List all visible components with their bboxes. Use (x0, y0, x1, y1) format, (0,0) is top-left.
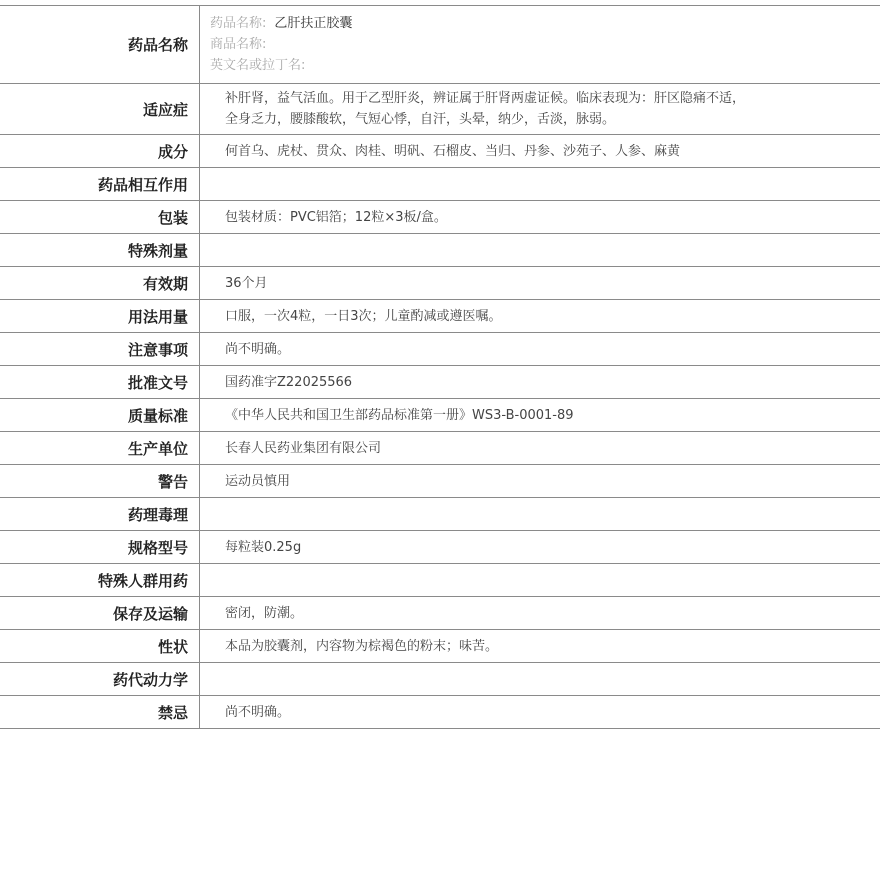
drug-name-key: 药品名称: (210, 16, 267, 31)
ingredients-value: 何首乌、虎杖、贯众、肉桂、明矾、石榴皮、当归、丹参、沙苑子、人参、麻黄 (225, 143, 681, 159)
drug-name-values (200, 6, 880, 83)
label-ingredients: 成分 (0, 135, 200, 167)
quality-standard-value: 《中华人民共和国卫生部药品标准第一册》WS3-B-0001-89 (225, 407, 574, 423)
indications-line-2: 全身乏力，腰膝酸软，气短心悸，自汗，头晕，纳少，舌淡，脉弱。 (225, 112, 616, 127)
label-packaging: 包装 (0, 201, 200, 233)
trade-name-line (210, 34, 870, 55)
row-specification (0, 531, 880, 564)
indications-line-1: 补肝肾，益气活血。用于乙型肝炎，辨证属于肝肾两虚证候。临床表现为：肝区隐痛不适， (225, 91, 746, 106)
approval-number-value: 国药准字Z22025566 (225, 374, 353, 390)
label-pharmacology: 药理毒理 (0, 498, 200, 530)
contraindications-value: 尚不明确。 (225, 704, 291, 720)
special-populations-value (200, 564, 880, 596)
row-pharmacology (0, 498, 880, 531)
row-ingredients (0, 135, 880, 168)
label-drug-name: 药品名称 (0, 6, 200, 83)
shelf-life-value: 36个月 (225, 275, 268, 291)
row-shelf-life (0, 267, 880, 300)
label-storage: 保存及运输 (0, 597, 200, 629)
warning-value: 运动员慎用 (225, 473, 291, 489)
label-specification: 规格型号 (0, 531, 200, 563)
row-precautions (0, 333, 880, 366)
drug-name-value: 乙肝扶正胶囊 (274, 16, 353, 31)
drug-spec-table (0, 5, 880, 729)
latin-name-line (210, 55, 870, 76)
row-description (0, 630, 880, 663)
label-contraindications: 禁忌 (0, 696, 200, 728)
storage-value: 密闭，防潮。 (225, 605, 304, 621)
packaging-value: 包装材质：PVC铝箔；12粒×3板/盒。 (225, 209, 447, 225)
special-dosage-value (200, 234, 880, 266)
description-value: 本品为胶囊剂，内容物为棕褐色的粉末；味苦。 (225, 638, 499, 654)
label-shelf-life: 有效期 (0, 267, 200, 299)
label-approval-number: 批准文号 (0, 366, 200, 398)
manufacturer-value: 长春人民药业集团有限公司 (225, 440, 382, 456)
row-manufacturer (0, 432, 880, 465)
row-quality-standard (0, 399, 880, 432)
row-pharmacokinetics (0, 663, 880, 696)
row-contraindications (0, 696, 880, 729)
dosage-value: 口服，一次4粒，一日3次；儿童酌减或遵医嘱。 (225, 308, 502, 324)
pharmacokinetics-value (200, 663, 880, 695)
trade-name-key: 商品名称: (210, 37, 267, 52)
label-indications: 适应症 (0, 84, 200, 134)
row-special-dosage (0, 234, 880, 267)
label-description: 性状 (0, 630, 200, 662)
row-drug-interactions (0, 168, 880, 201)
label-precautions: 注意事项 (0, 333, 200, 365)
row-drug-name (0, 6, 880, 84)
label-dosage: 用法用量 (0, 300, 200, 332)
pharmacology-value (200, 498, 880, 530)
specification-value: 每粒装0.25g (225, 539, 302, 555)
label-warning: 警告 (0, 465, 200, 497)
label-quality-standard: 质量标准 (0, 399, 200, 431)
label-drug-interactions: 药品相互作用 (0, 168, 200, 200)
label-special-populations: 特殊人群用药 (0, 564, 200, 596)
row-dosage (0, 300, 880, 333)
drug-interactions-value (200, 168, 880, 200)
row-approval-number (0, 366, 880, 399)
indications-value (200, 84, 880, 134)
row-warning (0, 465, 880, 498)
row-special-populations (0, 564, 880, 597)
label-pharmacokinetics: 药代动力学 (0, 663, 200, 695)
row-storage (0, 597, 880, 630)
precautions-value: 尚不明确。 (225, 341, 291, 357)
row-packaging (0, 201, 880, 234)
label-manufacturer: 生产单位 (0, 432, 200, 464)
row-indications (0, 84, 880, 135)
drug-name-line (210, 13, 870, 34)
latin-name-key: 英文名或拉丁名: (210, 58, 306, 73)
label-special-dosage: 特殊剂量 (0, 234, 200, 266)
